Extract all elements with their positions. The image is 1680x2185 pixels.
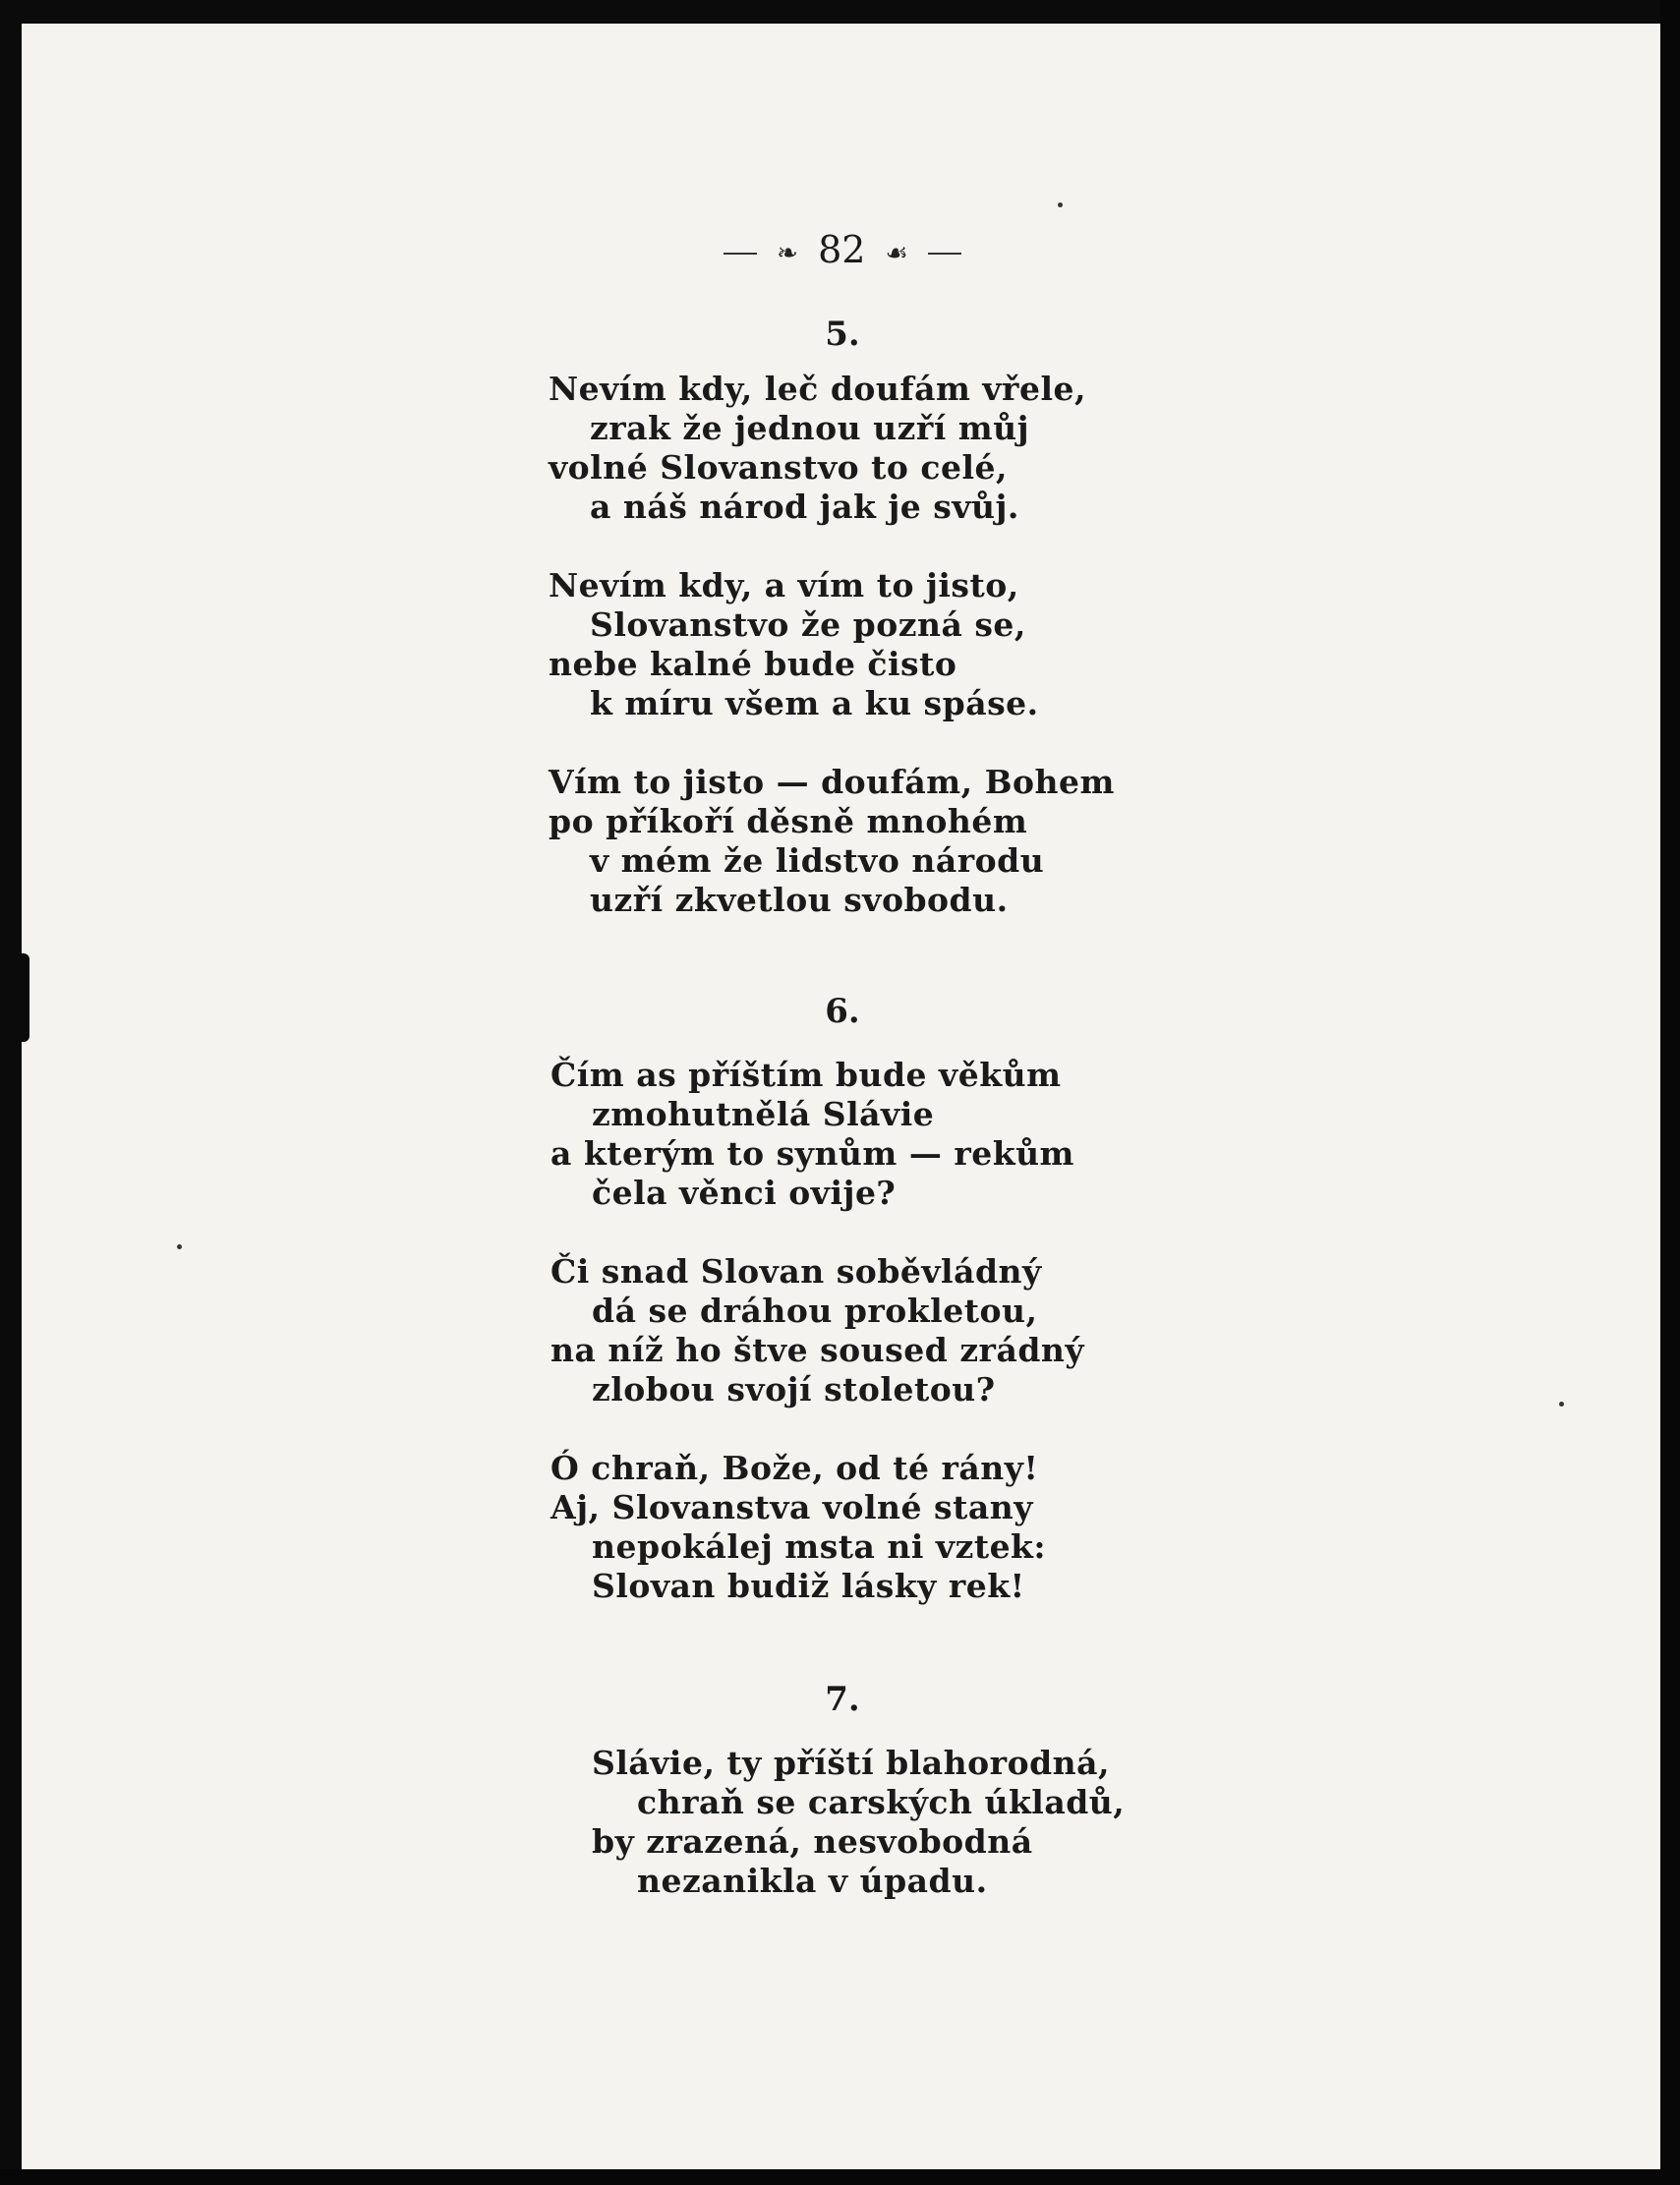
poem-line: Aj, Slovanstva volné stany: [550, 1488, 1033, 1526]
poem-line: Čím as příštím bude věkům: [550, 1056, 1062, 1094]
poem-line: dá se dráhou prokletou,: [592, 1292, 1038, 1330]
scan-border-bottom: [0, 2169, 1680, 2185]
poem-line: Či snad Slovan soběvládný: [550, 1252, 1042, 1291]
poem-line: zmohutnělá Slávie: [592, 1095, 935, 1133]
poem-line: Vím to jisto — doufám, Bohem: [549, 763, 1115, 801]
header-right-rule: [928, 253, 961, 255]
poem-line: Nevím kdy, a vím to jisto,: [549, 566, 1019, 604]
poem-line: uzří zkvetlou svobodu.: [590, 881, 1009, 919]
poem-line: chraň se carských úkladů,: [637, 1783, 1126, 1821]
page-edge-tab: [12, 953, 29, 1042]
page-header: [22, 228, 1663, 271]
poem-line: by zrazená, nesvobodná: [592, 1822, 1033, 1861]
poem-line: na níž ho štve soused zrádný: [550, 1331, 1085, 1369]
poem-line: nebe kalné bude čisto: [549, 645, 957, 683]
poem-line: nepokálej msta ni vztek:: [592, 1527, 1047, 1566]
poem-line: a náš národ jak je svůj.: [590, 488, 1019, 526]
poem-line: Ó chraň, Bože, od té rány!: [550, 1449, 1039, 1487]
poem-line: Slovanstvo že pozná se,: [590, 605, 1026, 644]
poem-line: po příkoří děsně mnohém: [549, 802, 1028, 840]
poem-line: v mém že lidstvo národu: [590, 841, 1045, 880]
section-number-5: 5.: [825, 315, 860, 354]
page-number: 82: [818, 228, 866, 271]
poem-line: zlobou svojí stoletou?: [592, 1370, 996, 1409]
ornament-right-icon: ☙: [885, 238, 908, 268]
paper-speck: [1058, 202, 1063, 207]
section-number-6: 6.: [825, 992, 860, 1031]
poem-line: Slovan budiž lásky rek!: [592, 1567, 1025, 1605]
poem-line: nezanikla v úpadu.: [637, 1862, 988, 1900]
header-left-rule: [724, 253, 757, 255]
poem-line: Slávie, ty příští blahorodná,: [592, 1744, 1111, 1782]
poem-line: čela věnci ovije?: [592, 1174, 897, 1212]
poem-line: volné Slovanstvo to celé,: [549, 448, 1008, 487]
poem-line: a kterým to synům — rekům: [550, 1134, 1074, 1173]
paper-speck: [177, 1244, 182, 1249]
poem-line: Nevím kdy, leč doufám vřele,: [549, 370, 1086, 408]
ornament-left-icon: ❧: [777, 238, 798, 268]
section-number-7: 7.: [825, 1680, 860, 1719]
scan-border-right: [1660, 0, 1680, 2185]
poem-line: k míru všem a ku spáse.: [590, 684, 1039, 722]
book-page: [22, 24, 1663, 2171]
paper-speck: [1559, 1402, 1564, 1407]
poem-line: zrak že jednou uzří můj: [590, 409, 1030, 447]
